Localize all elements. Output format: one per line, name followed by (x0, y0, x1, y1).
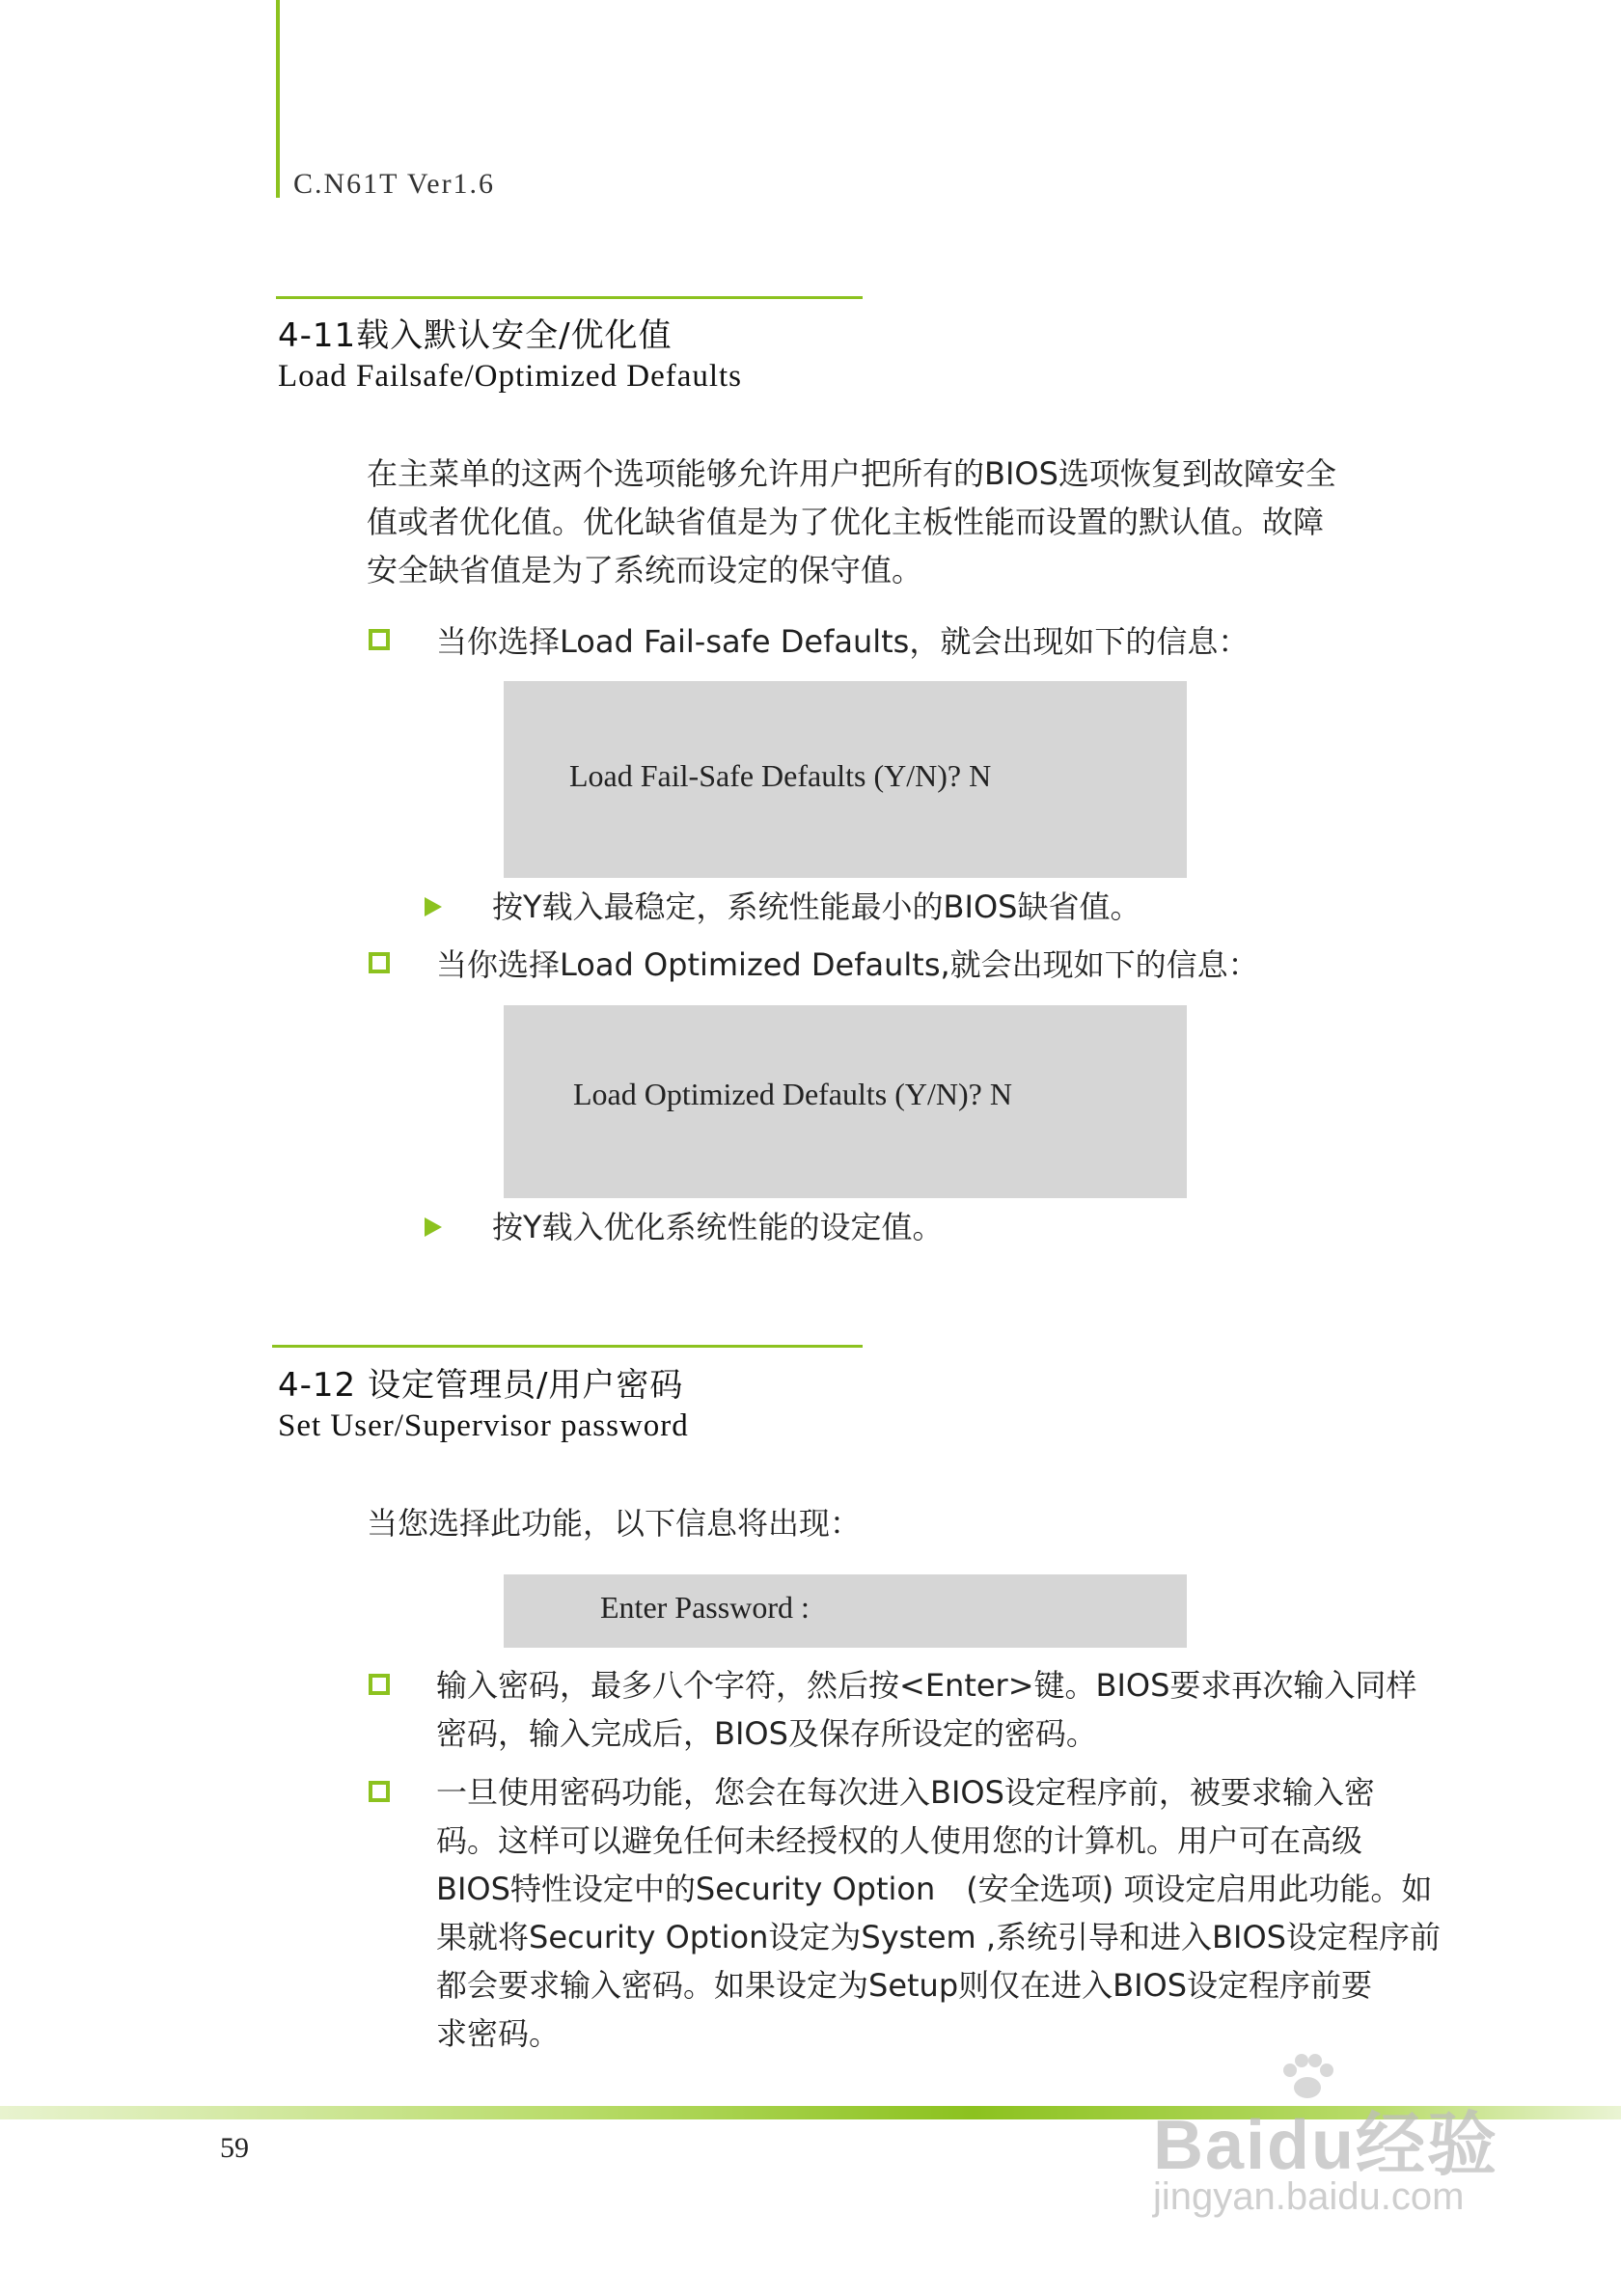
header-vertical-rule (276, 0, 280, 198)
section-12-rule (272, 1345, 863, 1348)
message-box-text: Load Optimized Defaults (Y/N)? N (573, 1077, 1012, 1111)
bullet-line: 果就将Security Option设定为System ,系统引导和进入BIOS设定程序前 (436, 1919, 1441, 1955)
arrow-bullet-icon (425, 897, 442, 916)
page-number: 59 (220, 2132, 249, 2164)
intro-line: 在主菜单的这两个选项能够允许用户把所有的BIOS选项恢复到故障安全 (367, 455, 1336, 492)
bullet-line: 密码，输入完成后，BIOS及保存所设定的密码。 (436, 1715, 1097, 1752)
section-12-bullet-1 (436, 1661, 1440, 1758)
section-12-title: 4-12 设定管理员/用户密码 (278, 1366, 684, 1405)
intro-line: 安全缺省值是为了系统而设定的保守值。 (367, 552, 923, 588)
checkbox-bullet-icon (369, 952, 390, 973)
watermark-url: jingyan.baidu.com (1153, 2175, 1465, 2218)
message-box-text: Load Fail-Safe Defaults (Y/N)? N (569, 758, 992, 793)
section-11-bullet-2: 当你选择Load Optimized Defaults,就会出现如下的信息： (436, 946, 1259, 983)
bullet-line: BIOS特性设定中的Security Option (安全选项) 项设定启用此功能。如 (436, 1871, 1433, 1907)
section-11-title: 4-11载入默认安全/优化值 (278, 316, 673, 355)
section-11-bullet-1: 当你选择Load Fail-safe Defaults，就会出现如下的信息： (436, 623, 1250, 660)
checkbox-bullet-icon (369, 1674, 390, 1695)
doc-code: C.N61T Ver1.6 (293, 168, 496, 200)
bullet-line: 码。这样可以避免任何未经授权的人使用您的计算机。用户可在高级 (436, 1822, 1363, 1859)
bullet-line: 求密码。 (436, 2015, 561, 2052)
section-12-bullet-2 (436, 1768, 1459, 2058)
checkbox-bullet-icon (369, 1781, 390, 1802)
watermark-logo: Baidu经验 (1153, 2107, 1499, 2184)
section-12-intro: 当您选择此功能，以下信息将出现： (367, 1505, 862, 1542)
bullet-line: 都会要求输入密码。如果设定为Setup则仅在进入BIOS设定程序前要 (436, 1967, 1373, 2004)
message-box-text: Enter Password : (600, 1590, 810, 1625)
checkbox-bullet-icon (369, 629, 390, 650)
section-11-rule (276, 296, 863, 299)
message-box-optimized (504, 1005, 1187, 1198)
bullet-line: 一旦使用密码功能，您会在每次进入BIOS设定程序前，被要求输入密 (436, 1774, 1375, 1811)
section-11-intro (367, 450, 1467, 594)
section-11-note-2: 按Y载入优化系统性能的设定值。 (492, 1209, 944, 1245)
section-11-note-1: 按Y载入最稳定，系统性能最小的BIOS缺省值。 (492, 888, 1141, 925)
section-12-subtitle: Set User/Supervisor password (278, 1408, 689, 1443)
message-box-password (504, 1574, 1187, 1648)
arrow-bullet-icon (425, 1217, 442, 1237)
intro-line: 值或者优化值。优化缺省值是为了优化主板性能而设置的默认值。故障 (367, 504, 1325, 540)
message-box-failsafe (504, 681, 1187, 878)
section-11-subtitle: Load Failsafe/Optimized Defaults (278, 359, 743, 394)
bullet-line: 输入密码，最多八个字符，然后按<Enter>键。BIOS要求再次输入同样 (436, 1667, 1417, 1704)
